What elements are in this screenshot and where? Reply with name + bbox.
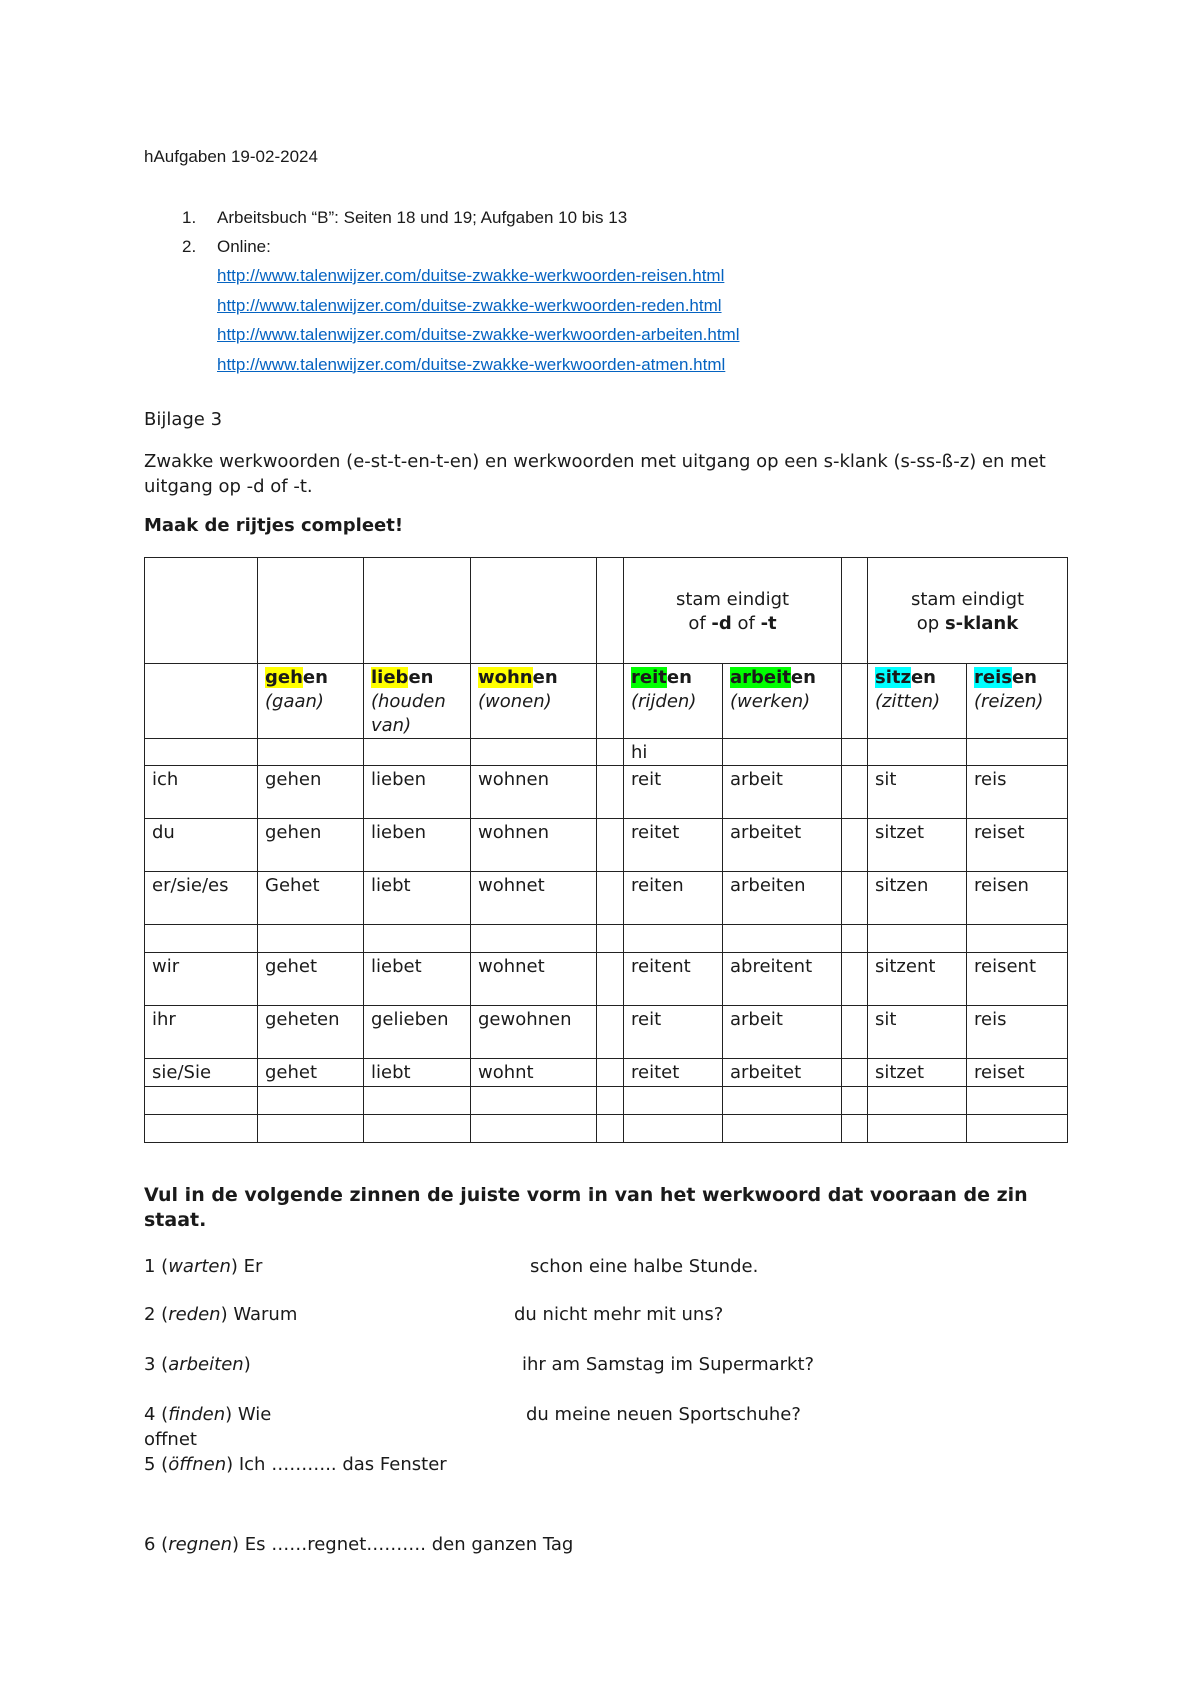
- pronoun-cell: er/sie/es: [145, 872, 258, 925]
- sentence-rest: du nicht mehr mit uns?: [514, 1304, 724, 1325]
- link-list: [217, 261, 739, 379]
- form-cell: [471, 925, 597, 953]
- form-cell: [868, 1087, 967, 1115]
- spacer-cell: [842, 1006, 868, 1059]
- sentence-rest: du meine neuen Sportschuhe?: [526, 1404, 801, 1425]
- form-cell: reitet: [624, 819, 723, 872]
- task-text: Arbeitsbuch “B”: Seiten 18 und 19; Aufgaben 10 bis 13: [217, 208, 628, 227]
- form-cell: reit: [624, 1006, 723, 1059]
- spacer-cell: [842, 1115, 868, 1143]
- form-cell: [624, 925, 723, 953]
- task-number: 1.: [182, 208, 197, 227]
- form-cell: [967, 739, 1068, 766]
- spacer-cell: [597, 1059, 624, 1087]
- group-s-header: stam eindigt op s-klank: [868, 558, 1068, 664]
- form-cell: [868, 739, 967, 766]
- table-row: [145, 1087, 1068, 1115]
- pronoun-cell: wir: [145, 953, 258, 1006]
- intro-text: Zwakke werkwoorden (e-st-t-en-t-en) en werkwoorden met uitgang op een s-klank (s-ss-ß-z) en met uitgang op -d of -t.: [144, 451, 1046, 497]
- maak-heading: Maak de rijtjes compleet!: [144, 515, 404, 536]
- form-cell: Gehet: [258, 872, 364, 925]
- form-cell: [723, 925, 842, 953]
- sentence-item: 4 (finden) Wie: [144, 1404, 272, 1425]
- spacer-cell: [597, 872, 624, 925]
- link-arbeiten[interactable]: http://www.talenwijzer.com/duitse-zwakke-werkwoorden-arbeiten.html: [217, 325, 740, 344]
- form-cell: [364, 739, 471, 766]
- form-cell: [471, 1087, 597, 1115]
- spacer-cell: [597, 1006, 624, 1059]
- table-row: [145, 1115, 1068, 1143]
- form-cell: gelieben: [364, 1006, 471, 1059]
- form-cell: [258, 925, 364, 953]
- form-cell: reisen: [967, 872, 1068, 925]
- verb-header-cell: gehen (gaan): [258, 664, 364, 739]
- page-title: hAufgaben 19-02-2024: [144, 147, 318, 166]
- table-row: [145, 1006, 1068, 1059]
- form-cell: arbeit: [723, 766, 842, 819]
- form-cell: sitzet: [868, 819, 967, 872]
- pronoun-cell: ich: [145, 766, 258, 819]
- spacer-cell: [842, 1059, 868, 1087]
- link-reden[interactable]: http://www.talenwijzer.com/duitse-zwakke-werkwoorden-reden.html: [217, 295, 722, 315]
- form-cell: reit: [624, 766, 723, 819]
- task-item: [144, 203, 739, 232]
- pronoun-cell: [145, 1087, 258, 1115]
- spacer-cell: [842, 739, 868, 766]
- verb-header-cell: arbeiten (werken): [723, 664, 842, 739]
- form-cell: [624, 1115, 723, 1143]
- sentence-item: 2 (reden) Warum: [144, 1304, 298, 1325]
- form-cell: wohnet: [471, 872, 597, 925]
- pronoun-cell: [145, 739, 258, 766]
- conjugation-table: [144, 557, 1068, 1143]
- form-cell: [723, 1115, 842, 1143]
- form-cell: reis: [967, 766, 1068, 819]
- spacer-cell: [597, 1087, 624, 1115]
- form-cell: [258, 739, 364, 766]
- table-row: [145, 1059, 1068, 1087]
- form-cell: [723, 1087, 842, 1115]
- verb-header-cell: sitzen (zitten): [868, 664, 967, 739]
- form-cell: [471, 1115, 597, 1143]
- sentence-item: 6 (regnen) Es ……regnet………. den ganzen Tag: [144, 1534, 574, 1555]
- task-text: Online:: [217, 237, 271, 256]
- form-cell: liebet: [364, 953, 471, 1006]
- verb-header-cell: lieben (houden van): [364, 664, 471, 739]
- spacer-cell: [597, 819, 624, 872]
- form-cell: [624, 1087, 723, 1115]
- form-cell: wohnen: [471, 766, 597, 819]
- task-list: [144, 203, 739, 379]
- form-cell: arbeit: [723, 1006, 842, 1059]
- link-atmen[interactable]: http://www.talenwijzer.com/duitse-zwakke-werkwoorden-atmen.html: [217, 354, 726, 374]
- form-cell: [258, 1115, 364, 1143]
- form-cell: [868, 925, 967, 953]
- task-number: 2.: [182, 237, 197, 256]
- spacer-cell: [842, 819, 868, 872]
- form-cell: [364, 925, 471, 953]
- pronoun-cell: ihr: [145, 1006, 258, 1059]
- form-cell: sitzen: [868, 872, 967, 925]
- form-cell: [868, 1115, 967, 1143]
- sentence-item: 3 (arbeiten): [144, 1354, 251, 1375]
- task-item: [144, 232, 739, 379]
- form-cell: liebt: [364, 1059, 471, 1087]
- form-cell: wohnen: [471, 819, 597, 872]
- table-row: [145, 766, 1068, 819]
- form-cell: abreitent: [723, 953, 842, 1006]
- form-cell: [967, 925, 1068, 953]
- spacer-cell: [842, 872, 868, 925]
- form-cell: arbeiten: [723, 872, 842, 925]
- form-cell: wohnt: [471, 1059, 597, 1087]
- form-cell: sitzent: [868, 953, 967, 1006]
- conjugation-rows: [145, 739, 1068, 1143]
- form-cell: lieben: [364, 766, 471, 819]
- form-cell: [967, 1115, 1068, 1143]
- verb-header-cell: wohnen (wonen): [471, 664, 597, 739]
- group-d-header: stam eindigt of -d of -t: [624, 558, 842, 664]
- form-cell: liebt: [364, 872, 471, 925]
- spacer-cell: [597, 1115, 624, 1143]
- form-cell: gehen: [258, 819, 364, 872]
- form-cell: [723, 739, 842, 766]
- form-cell: [967, 1087, 1068, 1115]
- form-cell: arbeitet: [723, 819, 842, 872]
- pronoun-cell: du: [145, 819, 258, 872]
- spacer-cell: [842, 1087, 868, 1115]
- sentence-item: 5 (öffnen) Ich ……….. das Fenster: [144, 1454, 447, 1475]
- form-cell: gewohnen: [471, 1006, 597, 1059]
- form-cell: gehet: [258, 953, 364, 1006]
- sentence-rest: ihr am Samstag im Supermarkt?: [522, 1354, 815, 1375]
- spacer-cell: [597, 925, 624, 953]
- form-cell: reitet: [624, 1059, 723, 1087]
- pronoun-cell: [145, 925, 258, 953]
- form-cell: [364, 1087, 471, 1115]
- table-row: [145, 739, 1068, 766]
- form-cell: reiset: [967, 819, 1068, 872]
- form-cell: [471, 739, 597, 766]
- form-cell: [364, 1115, 471, 1143]
- spacer-cell: [597, 766, 624, 819]
- spacer-cell: [842, 953, 868, 1006]
- link-reisen[interactable]: http://www.talenwijzer.com/duitse-zwakke-werkwoorden-reisen.html: [217, 266, 725, 285]
- form-cell: reiten: [624, 872, 723, 925]
- bijlage-heading: Bijlage 3: [144, 409, 223, 430]
- form-cell: sit: [868, 1006, 967, 1059]
- table-row: [145, 872, 1068, 925]
- verb-header-cell: reiten (rijden): [624, 664, 723, 739]
- form-cell: gehen: [258, 766, 364, 819]
- form-cell: reitent: [624, 953, 723, 1006]
- table-row: [145, 819, 1068, 872]
- sentence-item: 1 (warten) Er: [144, 1256, 263, 1277]
- table-row: [145, 953, 1068, 1006]
- pronoun-cell: sie/Sie: [145, 1059, 258, 1087]
- verb-header-cell: reisen (reizen): [967, 664, 1068, 739]
- exercise-heading: Vul in de volgende zinnen de juiste vorm in van het werkwoord dat vooraan de zin staat.: [144, 1184, 1028, 1231]
- form-cell: arbeitet: [723, 1059, 842, 1087]
- table-group-header-row: [145, 558, 1068, 664]
- form-cell: sitzet: [868, 1059, 967, 1087]
- handwritten-answer: offnet: [144, 1429, 197, 1450]
- form-cell: wohnet: [471, 953, 597, 1006]
- spacer-cell: [842, 925, 868, 953]
- form-cell: sit: [868, 766, 967, 819]
- table-row: [145, 925, 1068, 953]
- form-cell: geheten: [258, 1006, 364, 1059]
- spacer-cell: [597, 739, 624, 766]
- sentence-rest: schon eine halbe Stunde.: [530, 1256, 759, 1277]
- pronoun-cell: [145, 1115, 258, 1143]
- spacer-cell: [842, 766, 868, 819]
- form-cell: reiset: [967, 1059, 1068, 1087]
- form-cell: hi: [624, 739, 723, 766]
- form-cell: lieben: [364, 819, 471, 872]
- form-cell: reisent: [967, 953, 1068, 1006]
- form-cell: reis: [967, 1006, 1068, 1059]
- spacer-cell: [597, 953, 624, 1006]
- form-cell: gehet: [258, 1059, 364, 1087]
- form-cell: [258, 1087, 364, 1115]
- verb-header-row: [145, 664, 1068, 739]
